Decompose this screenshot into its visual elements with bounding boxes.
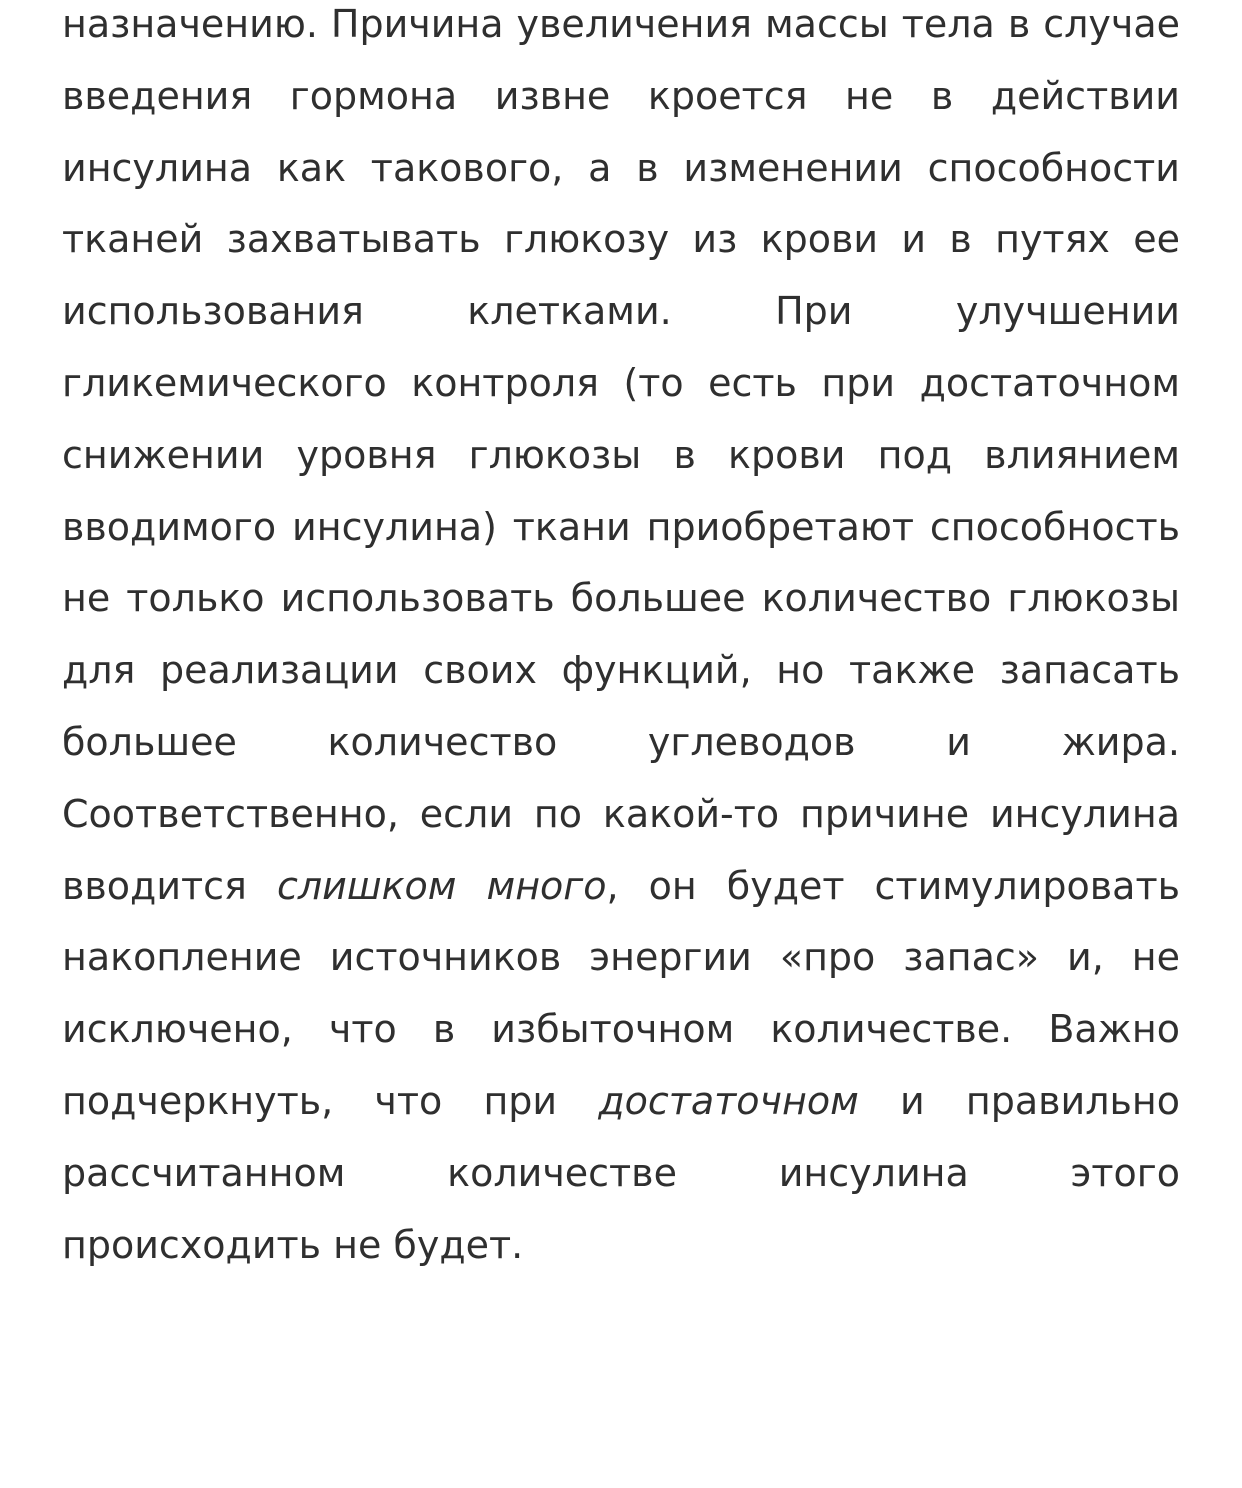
emphasis-sufficient: достаточном xyxy=(598,1078,859,1123)
emphasis-too-much: слишком много xyxy=(276,863,607,908)
paragraph-text-part-3: и правильно рассчитанном количестве инсулина этого происходить не будет. xyxy=(62,1078,1180,1267)
article-paragraph xyxy=(62,0,1180,1281)
paragraph-text-part-1: назначению. Причина увеличения массы тела в случае введения гормона извне кроется не в действии инсулина как такового, а в изменении способности тканей захватывать глюкозу из крови и в путях ее использования клетками. При улучшении гликемического контроля (то есть при достаточном снижении уровня глюкозы в крови под влиянием вводимого инсулина) ткани приобретают способность не только использовать большее количество глюкозы для реализации своих функций, но также запасать большее количество углеводов и жира. Соответственно, если по какой-то причине инсулина вводится xyxy=(62,2,1180,908)
paragraph-text-part-2: , он будет стимулировать накопление источников энергии «про запас» и, не исключено, что в избыточном количестве. Важно подчеркнуть, что при xyxy=(62,863,1180,1123)
